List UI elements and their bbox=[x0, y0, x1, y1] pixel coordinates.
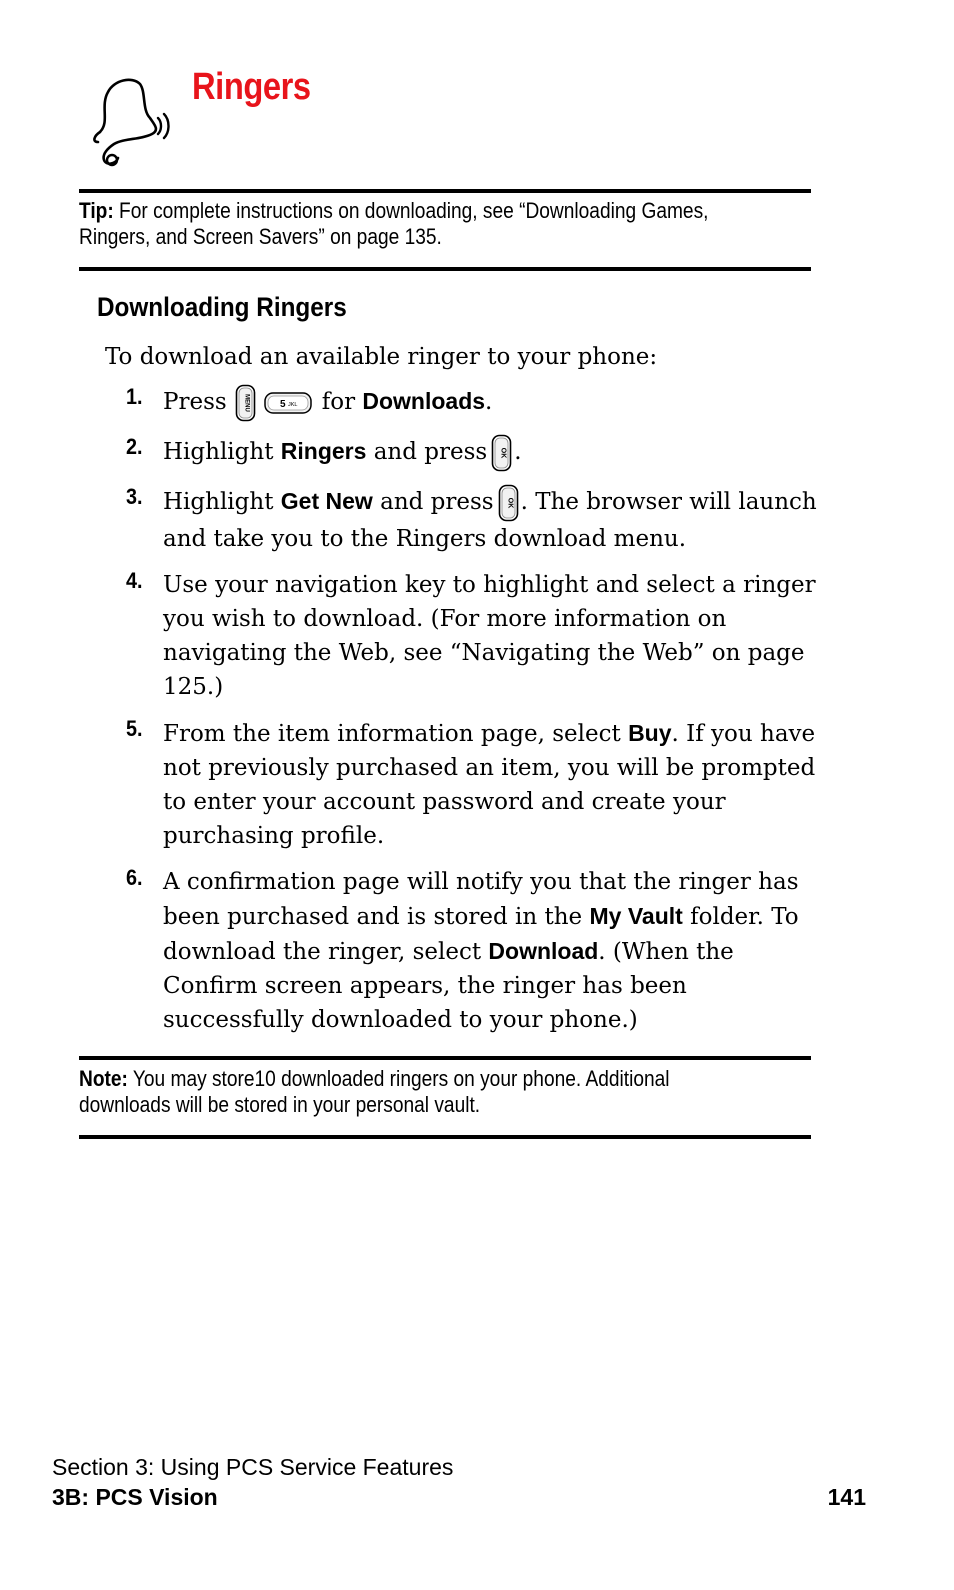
step-text: Press bbox=[163, 389, 227, 415]
ok-key-icon bbox=[491, 434, 512, 472]
list-item bbox=[126, 384, 826, 422]
tip-label: Tip: bbox=[79, 198, 114, 223]
section-intro: To download an available ringer to your phone: bbox=[105, 344, 658, 370]
note-top-rule bbox=[79, 1056, 811, 1060]
step-text: Use your navigation key to highlight and select a ringer you wish to download. (For more information on navigating the Web, see “Navigating the Web” on page 125.) bbox=[163, 572, 816, 700]
tip-callout bbox=[79, 198, 740, 250]
tip-text-line2: Ringers, and Screen Savers” on page 135. bbox=[79, 224, 442, 249]
buy-option: Buy bbox=[628, 720, 672, 746]
note-label: Note: bbox=[79, 1066, 128, 1091]
tip-top-rule bbox=[79, 189, 811, 193]
step-text: Highlight bbox=[163, 439, 274, 465]
step-text: Highlight bbox=[163, 489, 274, 515]
step-text: . (When the Confirm screen appears, the ringer has been successfully downloaded to your phone.) bbox=[163, 939, 734, 1033]
step-text: . bbox=[485, 389, 493, 415]
ok-key-icon bbox=[498, 484, 519, 522]
step-text: for bbox=[321, 389, 356, 415]
bell-ringing-icon bbox=[88, 72, 178, 168]
tip-text-line1: For complete instructions on downloading, see “Downloading Games, bbox=[119, 198, 709, 223]
step-number: 5. bbox=[126, 716, 143, 741]
svg-text:JKL: JKL bbox=[287, 402, 298, 408]
step-number: 3. bbox=[126, 484, 143, 509]
note-bottom-rule bbox=[79, 1135, 811, 1139]
svg-text:OK: OK bbox=[506, 497, 514, 509]
list-item bbox=[126, 484, 826, 556]
tip-bottom-rule bbox=[79, 267, 811, 271]
list-item bbox=[126, 716, 826, 853]
ringers-option: Ringers bbox=[280, 438, 367, 464]
get-new-option: Get New bbox=[280, 488, 373, 514]
step-text: . bbox=[514, 439, 522, 465]
menu-key-icon bbox=[235, 384, 256, 422]
step-number: 2. bbox=[126, 434, 143, 459]
step-number: 4. bbox=[126, 568, 143, 593]
page-title: Ringers bbox=[192, 66, 311, 108]
section-heading: Downloading Ringers bbox=[97, 292, 347, 322]
steps-list bbox=[126, 384, 826, 1049]
step-text: and press bbox=[380, 489, 494, 515]
note-text-line2: downloads will be stored in your personal vault. bbox=[79, 1092, 481, 1117]
svg-text:MENU: MENU bbox=[243, 394, 250, 412]
list-item bbox=[126, 434, 826, 472]
step-text: . The browser will launch and take you to the Ringers download menu. bbox=[163, 489, 817, 552]
footer-chapter: 3B: PCS Vision bbox=[52, 1484, 218, 1510]
note-text-line1: You may store10 downloaded ringers on your phone. Additional bbox=[132, 1066, 670, 1091]
svg-text:5: 5 bbox=[279, 399, 286, 410]
step-text: and press bbox=[373, 439, 488, 465]
step-text: . If you have not previously purchased an item, you will be prompted to enter your account password and create your purchasing profile. bbox=[163, 721, 816, 849]
list-item bbox=[126, 865, 826, 1037]
five-key-icon bbox=[264, 392, 312, 414]
footer-section: Section 3: Using PCS Service Features bbox=[52, 1454, 454, 1480]
note-callout bbox=[79, 1066, 740, 1118]
page-number: 141 bbox=[827, 1484, 866, 1510]
downloads-option: Downloads bbox=[362, 388, 486, 414]
svg-text:OK: OK bbox=[499, 447, 507, 459]
step-number: 1. bbox=[126, 384, 143, 409]
step-text: From the item information page, select bbox=[163, 721, 621, 747]
my-vault-option: My Vault bbox=[589, 903, 683, 929]
step-text: folder. To download the ringer, select bbox=[163, 904, 799, 965]
step-text: A confirmation page will notify you that the ringer has been purchased and is stored in the bbox=[163, 869, 799, 930]
step-number: 6. bbox=[126, 865, 143, 890]
download-option: Download bbox=[488, 938, 599, 964]
list-item bbox=[126, 568, 826, 704]
